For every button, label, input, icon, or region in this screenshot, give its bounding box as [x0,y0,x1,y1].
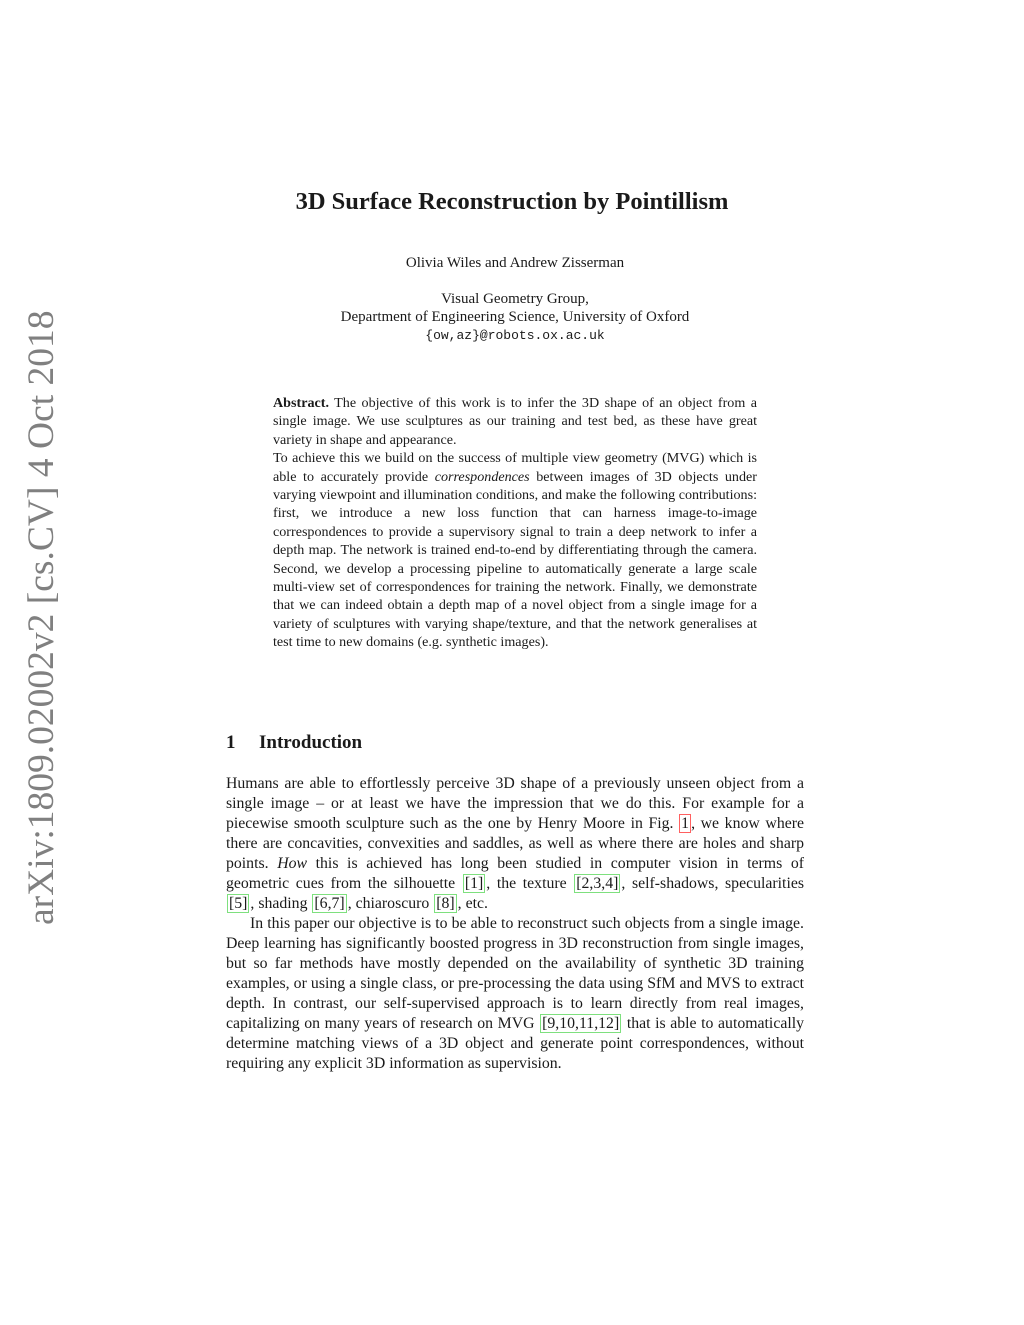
author-email[interactable]: {ow,az}@robots.ox.ac.uk [425,328,605,343]
emphasis-how: How [277,855,308,872]
section-heading-introduction [226,731,362,755]
emphasis-correspondences: correspondences [434,468,530,485]
citation-link[interactable]: [6,7] [314,895,345,912]
abstract-label: Abstract. [273,395,329,411]
citation-link[interactable]: [5] [229,895,248,912]
arxiv-identifier: arXiv:1809.02002v2 [cs.CV] 4 Oct 2018 [21,310,62,925]
section-title: Introduction [259,732,363,753]
citation-link[interactable]: [1] [464,875,484,892]
citation-link[interactable]: [2,3,4] [576,875,619,892]
abstract-text-1: The objective of this work is to infer the 3D shape of an object from a single image. We use sculptures as our training and test bed, as these have great variety in shape and appearance. [273,395,757,448]
abstract-paragraph-2: To achieve this we build on the success of multiple view geometry (MVG) which is able to accurately provide correspondences between images of 3D objects under varying viewpoint and illumination conditions, and make the following contributions: first, we introduce a new loss function that can harness image-to-image correspondences to provide a supervisory signal to train a deep network to infer a depth map. The network is trained end-to-end by differentiating through the camera. Second, we develop a processing pipeline to automatically generate a large scale multi-view set of correspondences for training the network. Finally, we demonstrate that we can indeed obtain a depth map of a novel object from a single image for a variety of sculptures with varying shape/texture, and that the network generalises at test time to new domains (e.g. synthetic images). [273,450,757,651]
authors: Olivia Wiles and Andrew Zisserman [405,255,625,271]
figure-reference-link[interactable]: 1 [681,815,690,832]
introduction-body [226,774,804,1074]
affiliation-department: Department of Engineering Science, University of Oxford [340,309,690,325]
section-number: 1 [226,732,236,753]
abstract [273,394,757,652]
affiliation-group: Visual Geometry Group, [441,291,589,307]
paper-title: 3D Surface Reconstruction by Pointillism [295,188,729,215]
intro-paragraph-2: In this paper our objective is to be able to reconstruct such objects from a single image. Deep learning has significantly boosted progress in 3D reconstruction from single images, but so far methods have mostly depended on the availability of synthetic 3D training examples, or using a single class, or pre-processing the data using SfM and MVS to extract depth. In contrast, our self-supervised approach is to learn directly from real images, capitalizing on many years of research on MVG [9,10,11,12] that is able to automatically determine matching views of a 3D object and generate point correspondences, without requiring any explicit 3D information as supervision. [226,915,805,1072]
citation-link[interactable]: [9,10,11,12] [542,1015,620,1032]
intro-paragraph-1: Humans are able to effortlessly perceive 3D shape of a previously unseen object from a single image – or at least we have the impression that we do this. For example for a piecewise smooth sculpture such as the one by Henry Moore in Fig. 1 , we know where there are concavities, convexities and saddles, as well as where there are holes and sharp points. How this is achieved has long been studied in computer vision in terms of geometric cues from the silhouette [1] , the texture [2,3,4] , self-shadows, specularities [5] , shading [6,7] , chiaroscuro [8] , etc. [226,775,805,912]
abstract-paragraph-1 [273,394,757,449]
citation-link[interactable]: [8] [436,895,455,912]
